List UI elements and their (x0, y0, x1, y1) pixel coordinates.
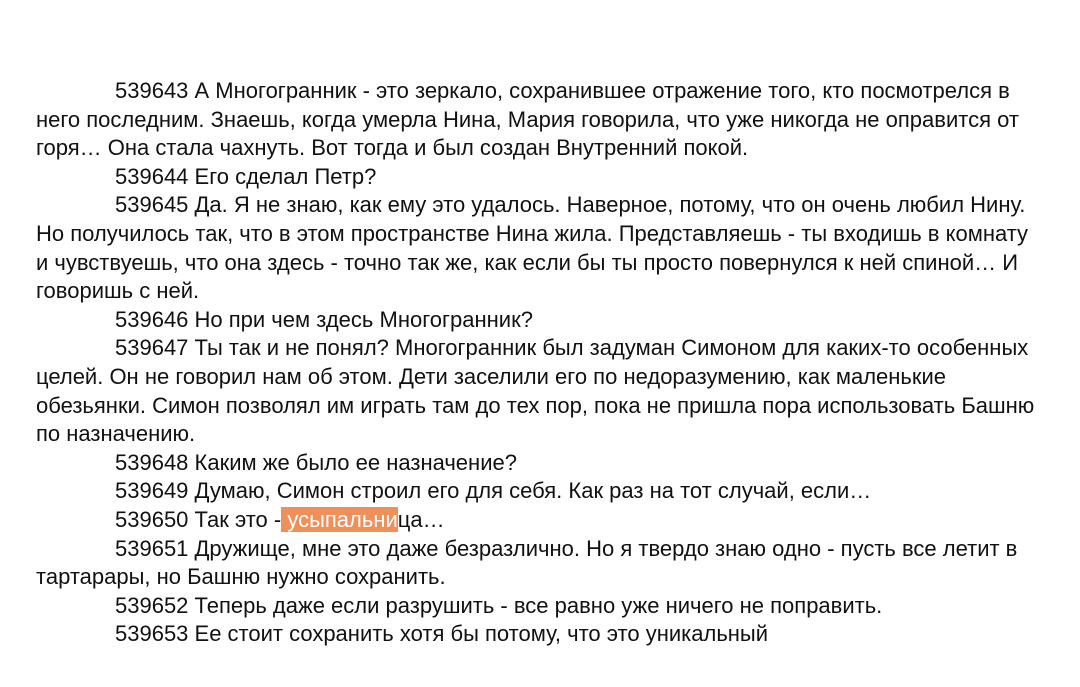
text-line: пусть все летит в тартарары, но Башню нужно сохранить. (36, 535, 1018, 590)
paragraph-539650 (36, 506, 1036, 535)
text-line: посмотрелся в него последним. Знаешь, когда умерла Нина, Мария говорила, что (36, 78, 1010, 132)
text-line: уже никогда не оправится от горя… Она стала чахнуть. Вот тогда и был создан (36, 106, 1019, 161)
text-line: то особенных целей. Он не говорил нам об этом. Дети заселили его по (36, 335, 1029, 389)
text-line: 539653 Ее стоит сохранить хотя бы потому, что это уникальный (115, 621, 769, 647)
text-line: 539645 Да. Я не знаю, как ему это удалось. Наверное, потому, что он очень (115, 192, 891, 218)
text-line: 539649 Думаю, Симон строил его для себя. Как раз на тот случай, если… (115, 478, 872, 504)
paragraph-539652 (36, 592, 1036, 621)
text-line: Внутренний покой. (556, 135, 749, 161)
text-line: 539646 Но при чем здесь Многогранник? (115, 306, 533, 332)
text-line: Представляешь - ты входишь в комнату и чувствуешь, что она здесь - точно так (36, 220, 1029, 275)
text-line: 539651 Дружище, мне это даже безразлично. Но я твердо знаю одно - (115, 535, 835, 561)
paragraph-539643 (36, 77, 1036, 163)
text-line: 539643 А Многогранник - это зеркало, сохранившее отражение того, кто (115, 78, 855, 103)
paragraph-539649 (36, 477, 1036, 506)
text-after-highlight: ца… (397, 506, 445, 532)
text-line: 539652 Теперь даже если разрушить - все равно уже ничего не поправить. (115, 592, 883, 618)
paragraph-539653 (36, 620, 1036, 649)
text-line: 539647 Ты так и не понял? Многогранник был задуман Симоном для каких- (115, 335, 889, 361)
text-line: 539644 Его сделал Петр? (115, 163, 377, 189)
text-before-highlight: 539650 Так это - (115, 506, 282, 532)
paragraph-539648 (36, 449, 1036, 478)
text-line: 539648 Каким же было ее назначение? (115, 449, 517, 475)
paragraph-539645 (36, 191, 1036, 305)
text-line: недоразумению, как маленькие обезьянки. Симон позволял им играть там до тех (36, 363, 947, 418)
paragraph-539646 (36, 306, 1036, 335)
paragraph-539647 (36, 334, 1036, 448)
paragraph-539644 (36, 163, 1036, 192)
text-line: же, как если бы ты просто повернулся к ней спиной… И говоришь с ней. (36, 249, 1019, 304)
text-line: любил Нину. Но получилось так, что в этом пространстве Нина жила. (36, 192, 1026, 246)
highlighted-text[interactable]: усыпальни (281, 506, 398, 532)
paragraph-539651 (36, 535, 1036, 592)
document-text (36, 77, 1036, 649)
text-line: пор, пока не пришла пора использовать Башню по назначению. (36, 392, 1035, 447)
